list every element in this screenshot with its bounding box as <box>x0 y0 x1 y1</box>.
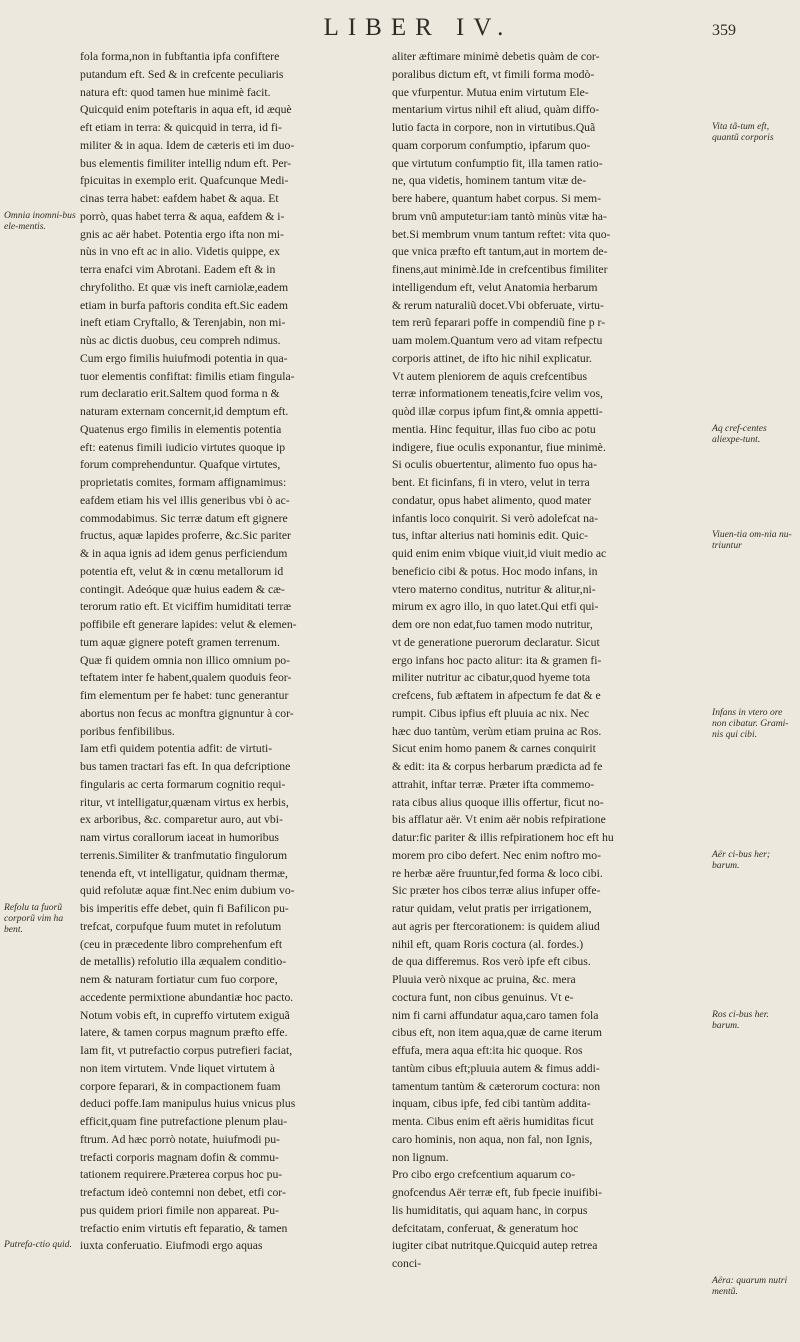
text-line: tus, inftar alterius nati hominis edit. Quic- <box>392 529 589 543</box>
margin-note: Aëra: quarum nutri mentũ. <box>712 1274 788 1297</box>
text-line: beneficio cibi & potus. Hoc modo infans, in <box>392 564 598 578</box>
margin-note: Vita tã-tum eft, quantũ corporis <box>712 121 774 143</box>
text-line: defcitatam, conferuat, & generatum hoc <box>392 1221 579 1235</box>
text-line: corporis attinet, de ifto hic nihil explicatur. <box>392 351 592 365</box>
text-line: quid refolutæ aquæ fint.Nec enim dubium vo- <box>80 884 295 898</box>
text-line: eft: eatenus fimili iudicio virtutes quoque ip <box>80 440 286 454</box>
text-line: menta. Cibus enim eft aëris humiditas ficut <box>392 1115 594 1128</box>
text-line: quòd illæ corpus ipfum fint,& omnia appetti- <box>392 405 603 418</box>
text-line: rumpit. Cibus ipfius eft pluuia ac nix. Nec <box>392 706 590 720</box>
text-line: accedente permixtione abundantiæ hoc pacto. <box>80 990 294 1004</box>
text-line: nùs ac dictis duobus, ceu compreh ndimus. <box>80 334 281 347</box>
text-line: porrò, quas habet terra & aqua, eafdem & i- <box>80 209 285 223</box>
text-line: natura eft: quod tamen hue minimè facit. <box>80 85 271 99</box>
text-line: conci- <box>392 1257 422 1270</box>
text-line: naturam externam concernit,id demptum eft. <box>80 405 289 418</box>
margin-note: Aër ci-bus her; barum. <box>712 848 771 871</box>
text-line: & in aqua ignis ad idem genus perficiendum <box>80 547 288 560</box>
text-line: fpicuitas in exemplo erit. Quafcunque Medi- <box>80 174 289 188</box>
text-line: proprietatis comites, formam affignamimus: <box>80 476 287 489</box>
text-line: iuxta conferuatio. Eiufmodi ergo aquas <box>80 1239 263 1253</box>
text-line: bis imperitis effe debet, quin fi Bafilicon pu- <box>80 902 289 915</box>
text-line: fructus, aquæ lapides proferre, &c.Sic pariter <box>80 529 291 543</box>
text-line: non lignum. <box>392 1150 449 1164</box>
text-line: caro hominis, non aqua, non fal, non Ignis, <box>392 1132 593 1146</box>
text-line: mentia. Hinc fequitur, illas fuo cibo ac potu <box>392 422 596 436</box>
text-line: rum declaratio erit.Saltem quod forma n & <box>80 387 280 401</box>
text-line: lis humiditatis, qui aquam hanc, in corpus <box>392 1203 588 1217</box>
text-line: Quatenus ergo fimilis in elementis potentia <box>80 422 282 436</box>
text-line: tuor elementis confiftat: fimilis etiam fingula- <box>80 369 295 383</box>
text-line: commodabimus. Sic terræ datum eft gignere <box>80 511 288 525</box>
text-line: tamentum tantùm & cæterorum coctura: non <box>392 1079 601 1093</box>
text-line: pus quidem priori fimile non appareat. Pu- <box>80 1203 279 1217</box>
text-line: Pro cibo ergo crefcentium aquarum co- <box>392 1168 576 1182</box>
page-number: 359 <box>712 22 736 39</box>
text-line: de qua differemus. Ros verò ipfe eft cibus. <box>392 955 591 969</box>
text-line: teftatem inter fe habent,qualem quoduis feor- <box>80 671 292 685</box>
text-line: ritur, vt intelligatur,quænam virtus ex herbis, <box>80 795 289 809</box>
text-line: putandum eft. Sed & in crefcente peculiaris <box>80 67 284 81</box>
text-line: poribus fenfibilibus. <box>80 724 175 738</box>
text-line: que vnica præfto eft tantum,aut in mortem de- <box>392 245 608 259</box>
text-line: corpore feparari, & in compactionem fuam <box>80 1079 281 1093</box>
text-line: dem ore non edat,fuo tamen modo nutritur, <box>392 618 593 631</box>
text-line: militer & in aqua. Idem de cæteris eti im duo- <box>80 138 295 152</box>
text-line: non item virtutem. Vnde liquet virtutem à <box>80 1061 275 1075</box>
text-line: (ceu in præcedente libro comprehenfum eft <box>80 937 283 951</box>
text-line: ineft etiam Cryftallo, & Terenjabin, non mi- <box>80 316 286 330</box>
text-line: poralibus dictum eft, vt fimili forma modò- <box>392 67 595 81</box>
text-line: datur:fic pariter & illis refpirationem hoc eft hu <box>392 831 614 844</box>
text-line: morem pro cibo defert. Nec enim noftro mo- <box>392 848 602 862</box>
text-line: vt de generatione puerorum declaratur. Sicut <box>392 635 600 649</box>
text-line: bet.Si membrum vnum tantum reftet: vita quo- <box>392 227 611 241</box>
text-line: tenenda eft, vt intelligatur, quidnam thermæ, <box>80 866 288 880</box>
text-line: Sicut enim homo panem & carnes conquirit <box>392 742 596 756</box>
text-line: abortus non fecus ac monftra gignuntur à cor- <box>80 706 294 720</box>
right-text-column <box>392 48 694 1334</box>
text-line: ratur quidam, velut pratis per irrigationem, <box>392 902 592 915</box>
text-line: trefactum ideò contemni non debet, etfi cor- <box>80 1186 286 1199</box>
text-line: contingit. Adeóque quæ huius eadem & cæ- <box>80 582 285 596</box>
text-line: finens,aut minimè.Ide in crefcentibus fimiliter <box>392 263 608 276</box>
text-line: Quicquid enim poteftaris in aqua eft, id æquè <box>80 103 292 117</box>
text-line: trefcat, corpufque fuum mutet in refolutum <box>80 919 282 933</box>
text-line: nem & naturam fortiatur cum fuo corpore, <box>80 973 278 986</box>
text-line: tum aquæ gignere poteft gramen terrenum. <box>80 635 280 649</box>
text-line: nihil eft, quam Roris coctura (al. fordes.) <box>392 937 584 951</box>
text-line: potentia eft, velut & in cœnu metallorum id <box>80 564 284 578</box>
text-line: indigere, fiue oculis exponantur, fiue minimè. <box>392 440 606 454</box>
margin-note: Omnia inomni-bus ele-mentis. <box>4 209 76 232</box>
text-line: forum comprehenduntur. Quafque virtutes, <box>80 458 281 472</box>
text-line: tem rerũ feparari poffe in compendiũ fine p r- <box>392 316 606 330</box>
text-line: tantùm cibus eft;pluuia autem & fimus addi- <box>392 1061 600 1075</box>
text-line: Iam etfi quidem potentia adfit: de virtuti- <box>80 742 273 756</box>
text-line: Notum vobis eft, in cupreffo virtutem exiguã <box>80 1008 290 1022</box>
text-line: quid enim enim vbique viuit,id viuit medio ac <box>392 547 607 560</box>
text-line: que vfurpentur. Mutua enim virtutum Ele- <box>392 85 589 99</box>
text-line: tationem requirere.Præterea corpus hoc pu- <box>80 1168 283 1182</box>
text-line: deduci poffe.Iam manipulus huius vnicus plus <box>80 1097 296 1111</box>
text-line: crefcens, fub æftatem in afpectum fe dat & e <box>392 689 601 702</box>
text-line: bus tamen tractari fas eft. In qua defcriptione <box>80 760 291 773</box>
text-line: vtero materno conditus, nutritur & alitur,ni- <box>392 582 596 596</box>
text-line: bere habere, quantum habet corpus. Si mem- <box>392 192 602 205</box>
text-line: eft etiam in terra: & quicquid in terra, id fi- <box>80 121 282 134</box>
text-line: etiam in burfa paftoris condita eft.Sic eadem <box>80 298 289 312</box>
margin-note: Infans in vtero ore non cibatur. Grami-nis qui cibi. <box>712 706 789 740</box>
text-line: chryfolitho. Et quæ vis ineft carniolæ,eadem <box>80 280 289 294</box>
text-line: terræ informationem teneatis,fcire velim vos, <box>392 387 603 401</box>
text-line: Si oculis obuertentur, alimento fuo opus ha- <box>392 458 597 472</box>
text-line: & rerum naturaliũ docet.Vbi obferuate, virtu- <box>392 298 604 312</box>
text-line: bus elementis fimiliter intellig ndum eft. Per- <box>80 156 292 170</box>
left-text-column <box>80 48 378 1334</box>
text-line: ftrum. Ad hæc porrò notate, huiufmodi pu- <box>80 1132 280 1146</box>
text-line: Sic præter hos cibos terræ alius infuper offe- <box>392 884 601 898</box>
text-line: aliter æftimare minimè debetis quàm de cor- <box>392 50 600 63</box>
text-line: mirum ex agro illo, in quo latet.Qui etfi qui- <box>392 600 599 614</box>
text-line: efficit,quam fine putrefactione plenum plau- <box>80 1115 288 1128</box>
text-line: quam corporum confumptio, ipfarum quo- <box>392 138 591 152</box>
text-line: poffibile eft generare lapides: velut & elemen- <box>80 618 297 631</box>
text-line: re herbæ aëre fruuntur,fed forma & loco cibi. <box>392 866 603 880</box>
text-line: bent. Et ficinfans, fi in vtero, velut in terra <box>392 476 590 489</box>
text-line: trefactio enim virtutis eft feparatio, & tamen <box>80 1221 288 1235</box>
text-line: terrenis.Similiter & tranfmutatio fingulorum <box>80 848 288 862</box>
text-line: ex arboribus, &c. comparetur auro, aut vbi- <box>80 813 283 827</box>
text-line: eafdem etiam his vel illis generibus vbi ò ac- <box>80 493 290 507</box>
text-line: inquam, cibus ipfe, fed cibi tantùm addita- <box>392 1097 591 1111</box>
text-line: trefacti corporis magnam dofin & commu- <box>80 1150 279 1164</box>
text-line: Iam fit, vt putrefactio corpus putrefieri faciat, <box>80 1044 293 1057</box>
margin-note: Putrefa-ctio quid. <box>4 1239 72 1251</box>
text-line: intelligendum eft, velut Anatomia herbarum <box>392 280 598 294</box>
text-line: Cum ergo fimilis huiufmodi potentia in qua- <box>80 351 288 365</box>
text-line: bis afflatur aër. Vt enim aër nobis refpiratione <box>392 813 606 827</box>
text-line: cinas terra habet: eafdem habet & aqua. Et <box>80 192 279 205</box>
text-line: lutio facta in corpore, non in virtutibus.Quã <box>392 121 596 134</box>
text-line: rata cibus alius quoque illis offertur, ficut no- <box>392 795 604 809</box>
text-line: fim elementum per fe habet: tunc generantur <box>80 689 289 702</box>
text-line: terra enafci vim Abrotani. Eadem eft & in <box>80 263 276 276</box>
text-line: uam molem.Quantum vero ad vitam refpectu <box>392 334 603 347</box>
margin-note: Ros ci-bus her. barum. <box>712 1008 769 1031</box>
text-line: mentarium virtus nihil eft aliud, quàm diffo- <box>392 103 600 117</box>
text-line: que virtutum confumptio fit, illa tamen ratio- <box>392 156 603 170</box>
text-line: latere, & tamen corpus magnum præfto effe. <box>80 1026 288 1040</box>
text-line: fingularis ac certa formarum cognitio requi- <box>80 777 286 791</box>
text-line: Pluuia verò nixque ac pruina, &c. mera <box>392 973 576 986</box>
text-line: iugiter cibat nutritque.Quicquid autep retrea <box>392 1239 598 1253</box>
text-line: infantis loco conquirit. Si verò adolefcat na- <box>392 511 599 525</box>
text-line: aut agris per ftercorationem: is quidem aliud <box>392 919 600 933</box>
text-line: ne, qua videtis, hominem tantum vitæ de- <box>392 174 587 188</box>
text-line: Quæ fi quidem omnia non illico omnium po- <box>80 653 291 667</box>
text-line: coctura funt, non cibus genuinus. Vt e- <box>392 990 574 1004</box>
text-line: attrahit, inftar terræ. Præter ifta commemo- <box>392 777 595 791</box>
text-line: terorum ratio eft. Et viciffim humiditati terræ <box>80 600 292 614</box>
margin-note: Viuen-tia om-nia nu-triuntur <box>712 529 792 552</box>
text-line: effufa, mera aqua eft:ita hic quoque. Ros <box>392 1044 583 1057</box>
text-line: gnis ac aër habet. Potentia ergo ifta non mi- <box>80 227 284 241</box>
margin-note: Aq cref-centes aliexpe-tunt. <box>712 422 767 445</box>
margin-note: Refolu ta fuorũ corporũ vim ha bent. <box>4 902 64 935</box>
text-line: ergo infans hoc pacto alitur: ita & gramen fi- <box>392 653 602 667</box>
text-line: nam virtus corallorum iaceat in humoribus <box>80 831 279 844</box>
text-line: fola forma,non in fubftantia ipfa confiftere <box>80 50 280 63</box>
text-line: nùs in vno eft ac in alio. Videtis quippe, ex <box>80 245 281 259</box>
text-line: brum vnũ amputetur:iam tantò minùs vitæ ha- <box>392 209 607 223</box>
text-line: militer nutritur ac cibatur,quod hyeme tota <box>392 671 591 685</box>
text-line: Vt autem pleniorem de aquis crefcentibus <box>392 369 588 383</box>
text-line: condatur, opus habet alimento, quod mater <box>392 493 592 507</box>
text-line: hæc duo tantùm, verùm etiam pruina ac Ros. <box>392 724 602 738</box>
running-title: LIBER IV. <box>323 14 513 41</box>
text-line: nim fi carni affundatur aqua,caro tamen fola <box>392 1008 599 1022</box>
text-line: de metallis) refolutio illa æqualem conditio- <box>80 955 287 969</box>
text-line: gnofcendus Aër terræ eft, fub fpecie inuifibi- <box>392 1186 602 1199</box>
text-line: & edit: ita & corpus herbarum prædicta ad fe <box>392 760 603 773</box>
text-line: cibus eft, non item aqua,quæ de carne iterum <box>392 1026 602 1040</box>
